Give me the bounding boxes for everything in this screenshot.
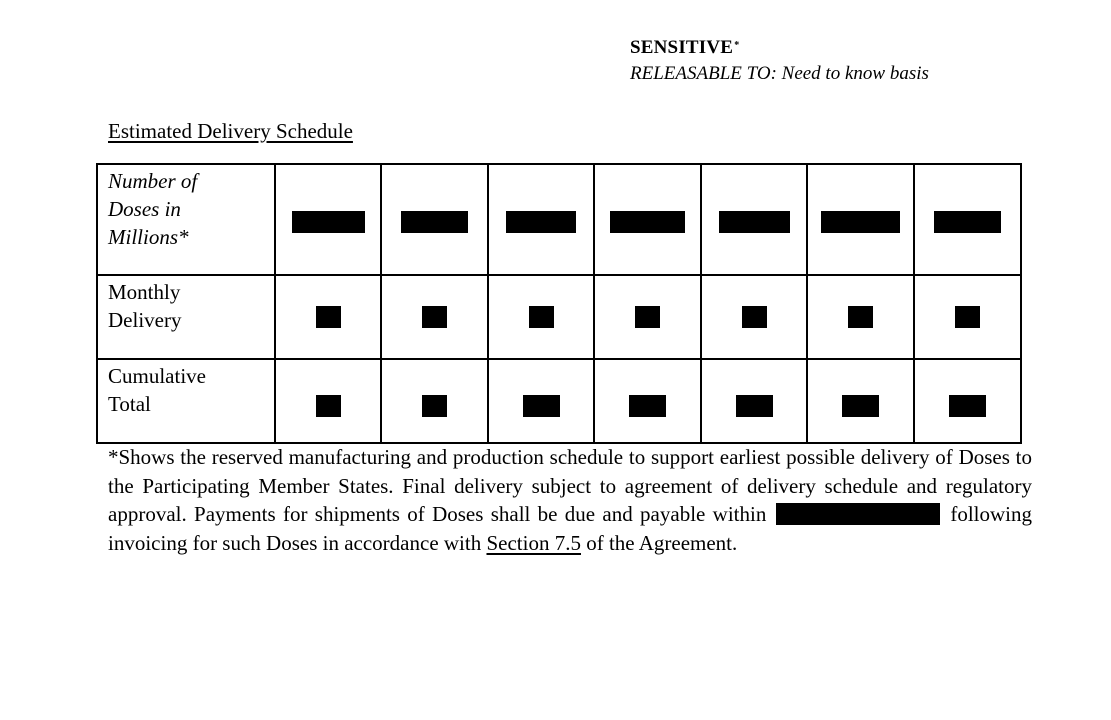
table-cell [381,275,488,359]
table-cell [807,275,914,359]
redaction-box [821,211,900,233]
table-cell [275,164,381,275]
table-cell [701,275,807,359]
redaction-box [629,395,666,417]
table-cell [275,359,381,443]
classification-footnote-marker: * [734,40,740,51]
releasability-statement: RELEASABLE TO: Need to know basis [630,63,929,84]
row-label-doses [97,164,275,275]
redaction-box [635,306,660,328]
table-cell [914,164,1021,275]
section-reference: Section 7.5 [486,530,581,555]
table-cell [807,359,914,443]
table-cell [914,275,1021,359]
row-label-line: Number of [108,169,198,193]
table-row-doses [97,164,1021,275]
redaction-box [848,306,873,328]
row-label-line: Total [108,392,151,416]
footnote-text: *Shows the reserved manufacturing and production schedule to support earliest possible delivery of Doses to the Participating Member States. Final delivery subject to agreement of delivery schedule and regulatory approval. Payments for shipments of Doses shall be due and payable within [108,445,1032,527]
redaction-box [736,395,773,417]
redaction-box [292,211,365,233]
table-row-cumulative [97,359,1021,443]
row-label-line: Doses in [108,197,181,221]
redaction-box [506,211,576,233]
table-cell [594,275,701,359]
table-cell [275,275,381,359]
table-cell [914,359,1021,443]
table-cell [381,359,488,443]
redaction-box [316,395,341,417]
redaction-box [955,306,980,328]
row-label-line: Monthly [108,280,181,304]
redaction-box [422,395,447,417]
redaction-box [529,306,554,328]
redaction-box [316,306,341,328]
table-footnote [108,443,1032,557]
table-row-monthly [97,275,1021,359]
classification-header [630,36,929,88]
section-title: Estimated Delivery Schedule [108,119,353,143]
redaction-box [401,211,468,233]
redaction-box [719,211,790,233]
table-cell [701,359,807,443]
footnote-text: of the Agreement. [586,530,738,555]
table-cell [488,164,594,275]
footnote-text: following invoicing for such Doses in accordance with [108,502,1032,555]
redaction-box [523,395,560,417]
row-label-line: Cumulative [108,364,206,388]
redaction-box [949,395,986,417]
redaction-box [776,503,940,525]
table-cell [488,359,594,443]
redaction-box [842,395,879,417]
redaction-box [422,306,447,328]
classification-label: SENSITIVE* [630,37,740,58]
table-cell [701,164,807,275]
table-cell [594,164,701,275]
table-cell [488,275,594,359]
row-label-monthly [97,275,275,359]
row-label-line: Delivery [108,308,182,332]
table-cell [594,359,701,443]
delivery-schedule-table [96,163,1022,444]
row-label-line: Millions* [108,225,189,249]
redaction-box [742,306,767,328]
table-cell [807,164,914,275]
table-cell [381,164,488,275]
redaction-box [610,211,685,233]
redaction-box [934,211,1001,233]
row-label-cumulative [97,359,275,443]
